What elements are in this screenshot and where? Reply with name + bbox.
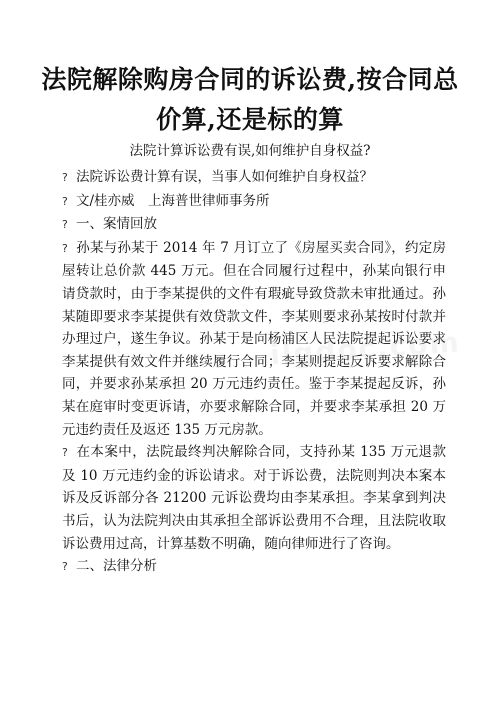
judgment-paragraph-text: 在本案中，法院最终判决解除合同，支持孙某 135 万元退款及 10 万元违约金的诉讼请求。对于诉讼费，法院则判决本案本诉及反诉部分各 21200 元诉讼费均由李某承担。李某拿到判决书后，认为法院判决由其承担全部诉讼费用不合理，且法院收取诉讼费用过高，计算基数不明确，随向律师进行了咨询。 [62, 444, 446, 552]
judgment-paragraph [62, 441, 446, 555]
section-heading-text: 一、案情回放 [76, 216, 157, 233]
document-subtitle: 法院计算诉讼费有误,如何维护自身权益? [129, 143, 371, 159]
section-heading-text: 二、法律分析 [76, 558, 157, 575]
intro-line [62, 166, 446, 190]
author-line [62, 190, 446, 214]
bullet-mark: ? [62, 241, 68, 255]
bullet-mark: ? [62, 171, 68, 184]
section-heading-1 [62, 213, 446, 237]
bullet-mark: ? [62, 194, 68, 208]
section-heading-2 [62, 555, 446, 579]
case-paragraph-text: 孙某与孙某于 2014 年 7 月订立了《房屋买卖合同》，约定房屋转让总价款 445 万元。但在合同履行过程中，孙某向银行申请贷款时，由于李某提供的文件有瑕疵导致贷款未审批通过。孙某随即要求李某提供有效贷款文件，李某则要求孙某按时付款并办理过户，遂生争议。孙某于是向杨浦区人民法院提起诉讼要求李某提供有效文件并继续履行合同；李某则提起反诉要求解除合同，并要求孙某承担 20 万元违约责任。鉴于李某提起反诉，孙某在庭审时变更诉请，亦要求解除合同，并要求李某承担 20 万元违约责任及返还 135 万元房款。 [62, 239, 446, 438]
bullet-mark: ? [62, 218, 68, 232]
intro-text: 法院诉讼费计算有误，当事人如何维护自身权益？ [76, 169, 373, 185]
document-title: 法院解除购房合同的诉讼费,按合同总价算,还是标的算 [41, 65, 459, 134]
bullet-mark: ? [62, 446, 68, 460]
author-text: 文/桂亦威 上海普世律师事务所 [76, 192, 270, 209]
document-body [62, 166, 446, 579]
bullet-mark: ? [62, 560, 68, 574]
